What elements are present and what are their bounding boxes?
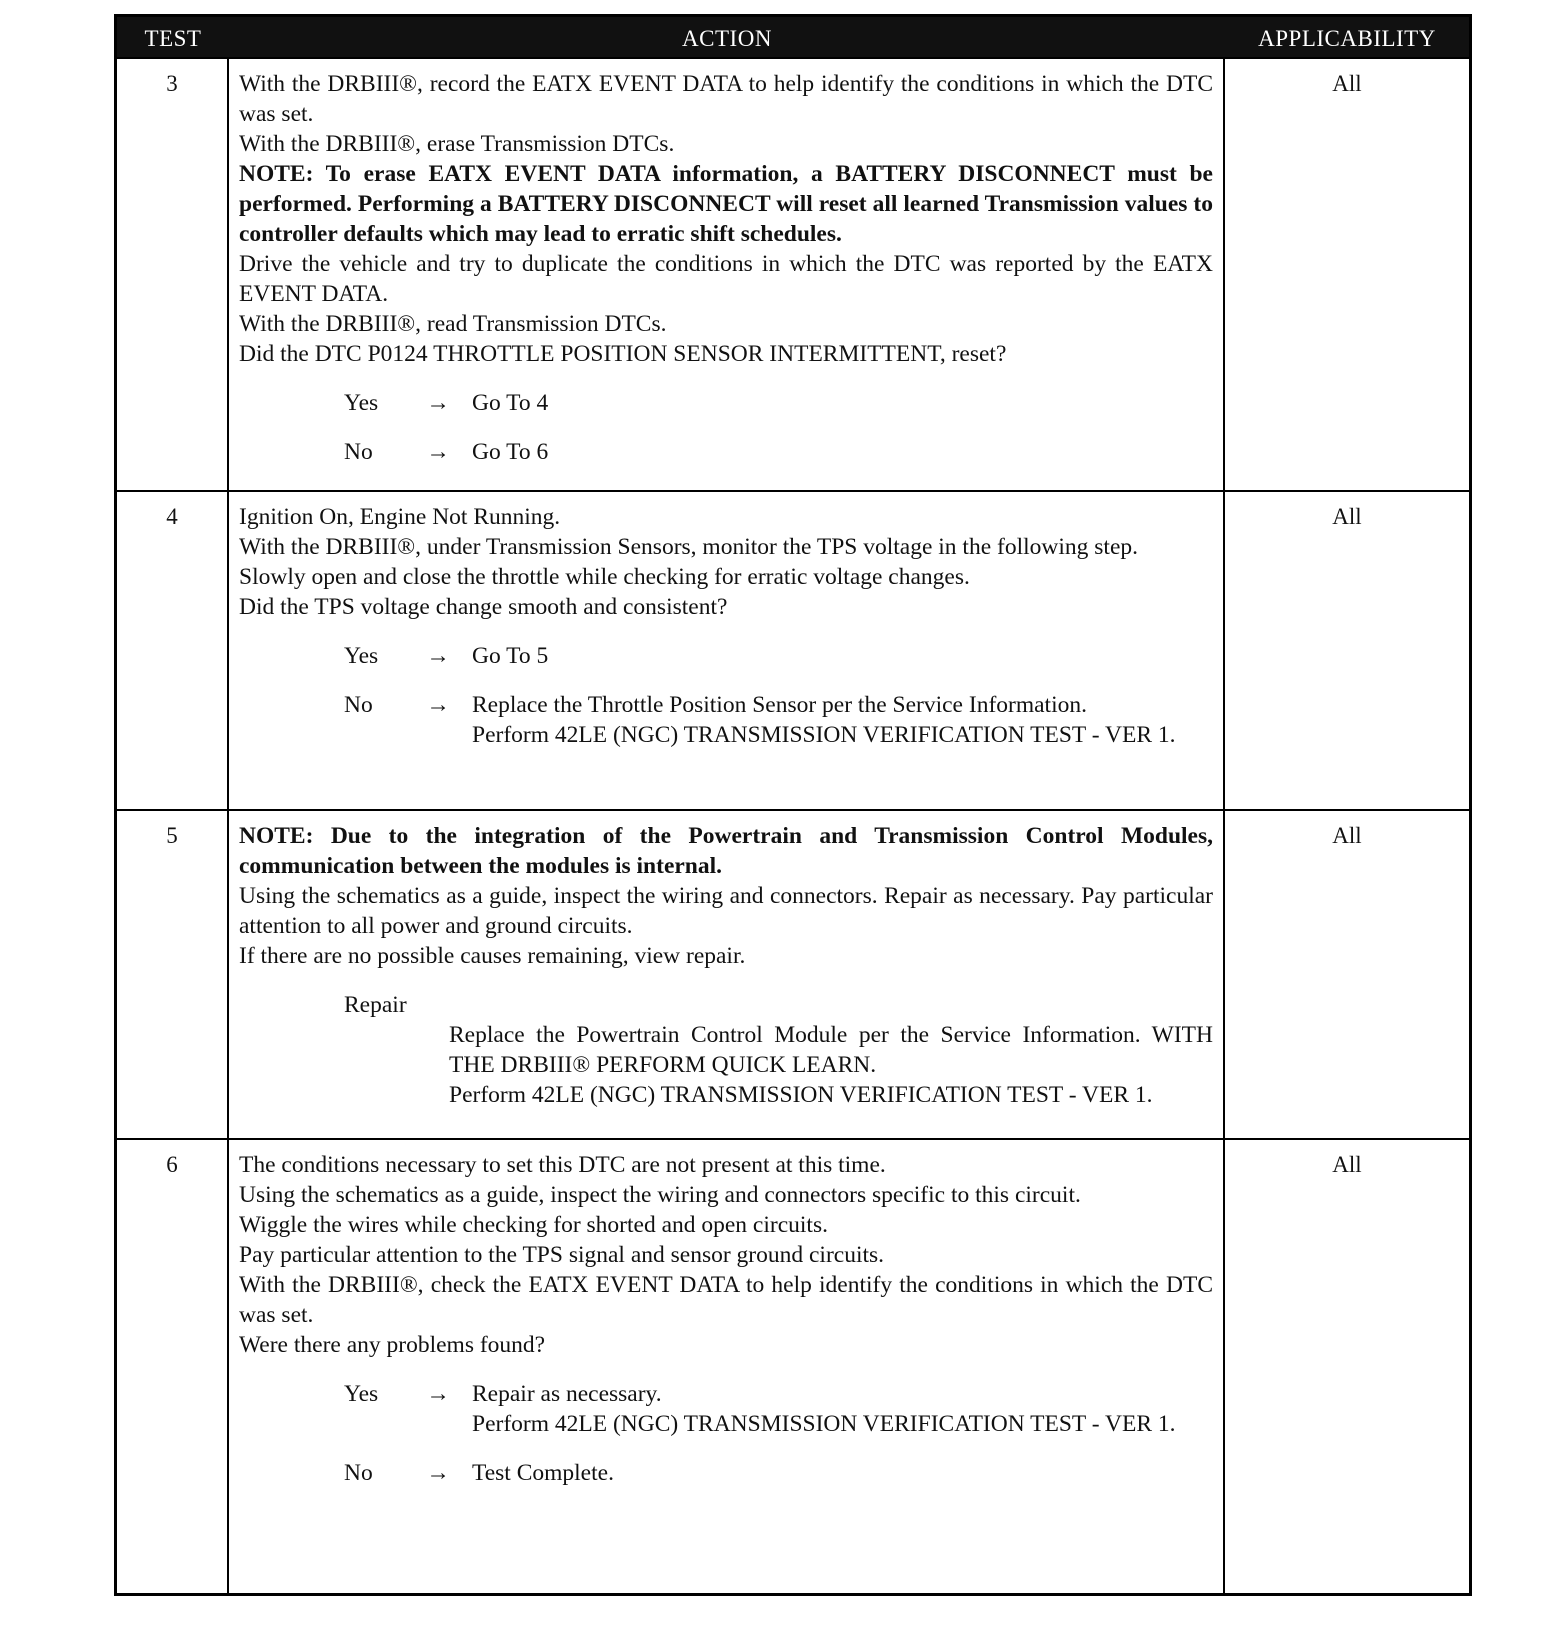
action-cell: [229, 59, 1225, 490]
applicability-cell: All: [1332, 504, 1362, 529]
no-result-line: Perform 42LE (NGC) TRANSMISSION VERIFICATION TEST - VER 1.: [472, 722, 1176, 748]
action-line: Ignition On, Engine Not Running.: [239, 504, 561, 530]
yes-result-line: Repair as necessary.: [472, 1381, 662, 1407]
no-option: [239, 437, 1213, 467]
test-number: 4: [117, 492, 229, 809]
no-result: Go To 6: [472, 439, 549, 465]
test-number: 3: [117, 59, 229, 490]
question-line: Did the DTC P0124 THROTTLE POSITION SENSOR INTERMITTENT, reset?: [239, 341, 1007, 367]
yes-label: Yes: [344, 1381, 379, 1407]
table-row: [117, 59, 1469, 490]
question-line: Were there any problems found?: [239, 1332, 546, 1358]
note-text: NOTE: To erase EATX EVENT DATA information, a BATTERY DISCONNECT must be performed. Performing a BATTERY DISCONNECT will reset all learned Transmission values to controller defaults which may lead to erratic shift schedules.: [239, 161, 1213, 247]
action-line: With the DRBIII®, read Transmission DTCs.: [239, 311, 667, 337]
yes-label: Yes: [344, 390, 379, 416]
no-label: No: [344, 692, 373, 718]
yes-result: Go To 5: [472, 643, 549, 669]
repair-label: Repair: [344, 992, 407, 1018]
yes-result: [472, 1379, 1213, 1439]
test-number: 6: [117, 1140, 229, 1593]
note-text: NOTE: Due to the integration of the Powertrain and Transmission Control Modules, communication between the modules is internal.: [239, 823, 1213, 879]
action-line: With the DRBIII®, check the EATX EVENT DATA to help identify the conditions in which the DTC was set.: [239, 1272, 1213, 1328]
applicability-cell: All: [1332, 71, 1362, 96]
arrow-icon: →: [426, 1381, 450, 1407]
arrow-icon: →: [426, 390, 450, 416]
no-label: No: [344, 1460, 373, 1486]
question-line: Did the TPS voltage change smooth and consistent?: [239, 594, 728, 620]
repair-line: Perform 42LE (NGC) TRANSMISSION VERIFICATION TEST - VER 1.: [449, 1082, 1153, 1108]
action-line: Wiggle the wires while checking for shorted and open circuits.: [239, 1212, 828, 1238]
no-result-line: Replace the Throttle Position Sensor per the Service Information.: [472, 692, 1087, 718]
yes-option: [239, 1379, 1213, 1439]
diagnostic-table: [114, 14, 1472, 1596]
repair-instructions: [449, 1020, 1213, 1110]
yes-option: [239, 388, 1213, 418]
action-line: If there are no possible causes remaining, view repair.: [239, 943, 746, 969]
action-line: Using the schematics as a guide, inspect the wiring and connectors. Repair as necessary. Pay particular attention to all power and ground circuits.: [239, 883, 1213, 939]
no-label: No: [344, 439, 373, 465]
yes-result-line: Perform 42LE (NGC) TRANSMISSION VERIFICATION TEST - VER 1.: [472, 1411, 1176, 1437]
header-applicability: APPLICABILITY: [1258, 26, 1436, 51]
test-number: 5: [117, 811, 229, 1138]
no-result: Test Complete.: [472, 1460, 614, 1486]
no-option: [239, 1458, 1213, 1488]
table-row: [117, 1138, 1469, 1593]
action-line: With the DRBIII®, record the EATX EVENT DATA to help identify the conditions in which the DTC was set.: [239, 71, 1213, 127]
table-header: [117, 17, 1469, 59]
action-line: Pay particular attention to the TPS signal and sensor ground circuits.: [239, 1242, 885, 1268]
action-cell: [229, 811, 1225, 1138]
header-action: ACTION: [682, 26, 772, 51]
yes-result: Go To 4: [472, 390, 549, 416]
action-line: Slowly open and close the throttle while checking for erratic voltage changes.: [239, 564, 970, 590]
arrow-icon: →: [426, 692, 450, 718]
repair-line: Replace the Powertrain Control Module per the Service Information. WITH THE DRBIII® PERFORM QUICK LEARN.: [449, 1022, 1213, 1078]
header-test: TEST: [144, 26, 202, 51]
action-line: With the DRBIII®, under Transmission Sensors, monitor the TPS voltage in the following step.: [239, 534, 1139, 560]
yes-option: [239, 641, 1213, 671]
arrow-icon: →: [426, 1460, 450, 1486]
yes-label: Yes: [344, 643, 379, 669]
applicability-cell: All: [1332, 823, 1362, 848]
action-line: Using the schematics as a guide, inspect the wiring and connectors specific to this circuit.: [239, 1182, 1081, 1208]
action-cell: [229, 492, 1225, 809]
no-result: [472, 690, 1213, 750]
no-option: [239, 690, 1213, 750]
arrow-icon: →: [426, 643, 450, 669]
action-line: With the DRBIII®, erase Transmission DTCs.: [239, 131, 675, 157]
table-row: [117, 490, 1469, 809]
action-cell: [229, 1140, 1225, 1593]
action-line: Drive the vehicle and try to duplicate the conditions in which the DTC was reported by the EATX EVENT DATA.: [239, 251, 1213, 307]
applicability-cell: All: [1332, 1152, 1362, 1177]
action-line: The conditions necessary to set this DTC are not present at this time.: [239, 1152, 886, 1178]
arrow-icon: →: [426, 439, 450, 465]
table-row: [117, 809, 1469, 1138]
